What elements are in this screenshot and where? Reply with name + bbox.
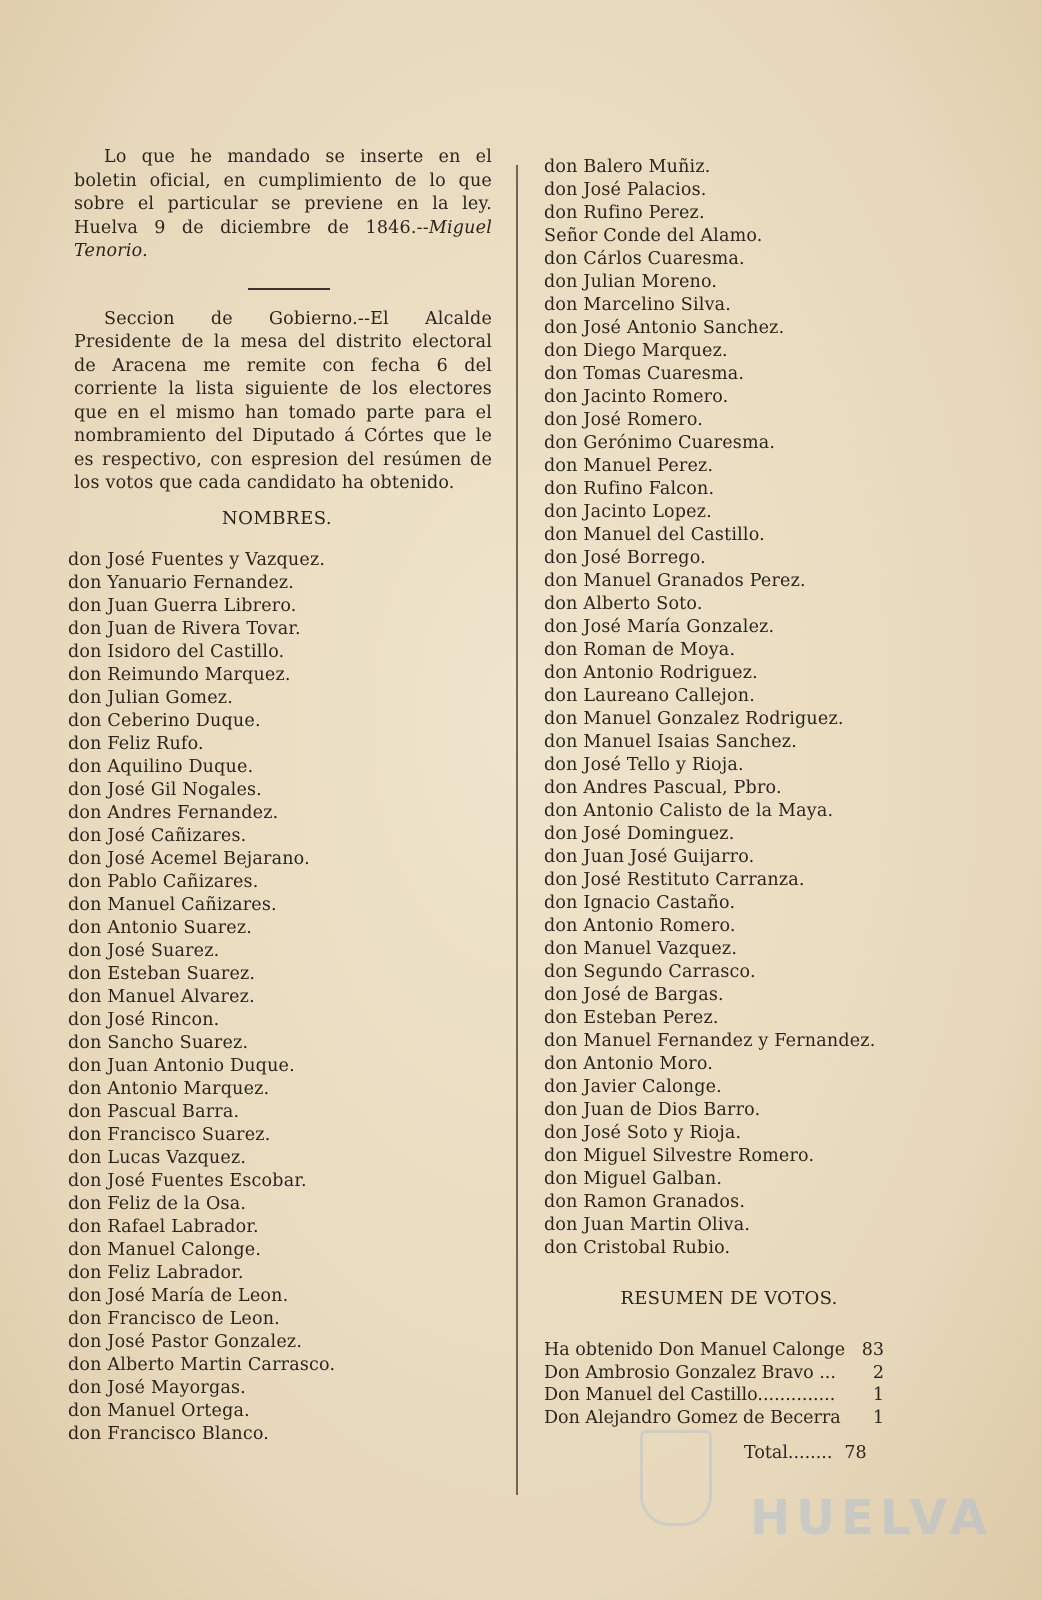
elector-name: don Jacinto Lopez. <box>544 502 712 522</box>
elector-name: don Antonio Moro. <box>544 1054 714 1074</box>
elector-name: don Jacinto Romero. <box>544 387 729 407</box>
elector-name: don José María de Leon. <box>68 1285 289 1306</box>
elector-name: don Manuel Vazquez. <box>544 939 738 959</box>
elector-name: don Feliz de la Osa. <box>68 1193 247 1214</box>
elector-name: Señor Conde del Alamo. <box>544 226 763 246</box>
elector-name: don Laureano Callejon. <box>544 686 755 706</box>
elector-name: don Julian Moreno. <box>544 272 718 292</box>
intro-paragraph: Lo que he mandado se inserte en el boletin oficial, en cumplimiento de lo que sobre el particular se previene en la ley. Huelva 9 de diciembre de 1846.--Miguel Tenorio. <box>74 147 492 261</box>
elector-name: don José Antonio Sanchez. <box>544 318 785 338</box>
elector-name: don Ramon Granados. <box>544 1192 746 1212</box>
elector-name: don Juan de Dios Barro. <box>544 1100 761 1120</box>
elector-name: don Manuel Gonzalez Rodriguez. <box>544 709 844 729</box>
elector-name: don Pablo Cañizares. <box>68 871 259 892</box>
elector-name: don Feliz Labrador. <box>68 1262 244 1283</box>
elector-name: don Pascual Barra. <box>68 1101 240 1122</box>
vote-count: 2 <box>872 1362 884 1383</box>
elector-name: don Francisco Blanco. <box>68 1423 270 1444</box>
candidate-name: Ha obtenido Don Manuel Calonge <box>544 1340 846 1360</box>
vote-row <box>544 1384 884 1407</box>
elector-name: don Ignacio Castaño. <box>544 893 736 913</box>
elector-name: don Juan Martin Oliva. <box>544 1215 751 1235</box>
elector-name: don Manuel Alvarez. <box>68 986 255 1007</box>
elector-name: don José Mayorgas. <box>68 1377 246 1398</box>
elector-name: don Andres Fernandez. <box>68 802 279 823</box>
elector-name: don Manuel Perez. <box>544 456 714 476</box>
elector-name: don Diego Marquez. <box>544 341 728 361</box>
names-list-left <box>62 549 492 1446</box>
elector-name: don Alberto Martin Carrasco. <box>68 1354 336 1375</box>
elector-name: don Francisco de Leon. <box>68 1308 280 1329</box>
elector-name: don José Acemel Bejarano. <box>68 848 310 869</box>
elector-name: don Manuel del Castillo. <box>544 525 765 545</box>
total-row <box>744 1443 914 1463</box>
elector-name: don Esteban Perez. <box>544 1008 719 1028</box>
candidate-name: Don Ambrosio Gonzalez Bravo ... <box>544 1362 836 1383</box>
elector-name: don Manuel Calonge. <box>68 1239 262 1260</box>
elector-name: don Cárlos Cuaresma. <box>544 249 745 269</box>
elector-name: don José Palacios. <box>544 180 707 200</box>
elector-name: don Juan José Guijarro. <box>544 847 755 867</box>
elector-name: don José de Bargas. <box>544 985 724 1005</box>
elector-name: don Francisco Suarez. <box>68 1124 271 1145</box>
elector-name: don Segundo Carrasco. <box>544 962 756 982</box>
left-column <box>62 146 492 1446</box>
elector-name: don José Suarez. <box>68 940 220 961</box>
elector-name: don José Fuentes Escobar. <box>68 1170 307 1191</box>
elector-name: don Andres Pascual, Pbro. <box>544 778 782 798</box>
elector-name: don Roman de Moya. <box>544 640 736 660</box>
elector-name: don Yanuario Fernandez. <box>68 572 295 593</box>
vote-count: 1 <box>872 1385 884 1405</box>
elector-name: don José Tello y Rioja. <box>544 755 744 775</box>
elector-name: don Antonio Suarez. <box>68 917 253 938</box>
elector-name: don José Fuentes y Vazquez. <box>68 549 326 570</box>
vote-row <box>544 1339 884 1362</box>
elector-name: don José Gil Nogales. <box>68 779 262 800</box>
votes-summary <box>544 1339 914 1429</box>
resumen-heading: RESUMEN DE VOTOS. <box>620 1288 838 1309</box>
elector-name: don Cristobal Rubio. <box>544 1238 731 1258</box>
elector-name: don Antonio Calisto de la Maya. <box>544 801 834 821</box>
elector-name: don José Romero. <box>544 410 704 430</box>
right-column <box>544 156 914 1463</box>
vote-row <box>544 1362 884 1385</box>
elector-name: don José Cañizares. <box>68 825 247 846</box>
names-list-right <box>544 156 914 1260</box>
elector-name: don José Borrego. <box>544 548 706 568</box>
elector-name: don José Rincon. <box>68 1009 220 1030</box>
elector-name: don Manuel Ortega. <box>68 1400 250 1421</box>
total-value: 78 <box>844 1443 867 1463</box>
candidate-name: Don Manuel del Castillo.............. <box>544 1385 836 1405</box>
elector-name: don Aquilino Duque. <box>68 756 254 777</box>
watermark-shield-icon <box>640 1430 712 1526</box>
vote-count: 83 <box>861 1340 884 1360</box>
elector-name: don Javier Calonge. <box>544 1077 722 1097</box>
section-paragraph: Seccion de Gobierno.--El Alcalde Presidente de la mesa del distrito electoral de Aracena me remite con fecha 6 del corriente la lista siguiente de los electores que en el mismo han tomado parte para el nombramiento del Diputado á Córtes que le es respectivo, con espresion del resúmen de los votos que cada candidato ha obtenido. <box>74 308 492 493</box>
elector-name: don Balero Muñiz. <box>544 157 711 177</box>
watermark: HUELVA <box>750 1490 993 1546</box>
elector-name: don Gerónimo Cuaresma. <box>544 433 776 453</box>
elector-name: don José Pastor Gonzalez. <box>68 1331 303 1352</box>
elector-name: don Alberto Soto. <box>544 594 703 614</box>
elector-name: don José Dominguez. <box>544 824 735 844</box>
elector-name: don Rufino Perez. <box>544 203 705 223</box>
candidate-name: Don Alejandro Gomez de Becerra <box>544 1407 841 1428</box>
section-divider <box>248 288 330 290</box>
names-heading: NOMBRES. <box>221 507 333 529</box>
elector-name: don Marcelino Silva. <box>544 295 732 315</box>
elector-name: don Feliz Rufo. <box>68 733 204 754</box>
elector-name: don Rafael Labrador. <box>68 1216 259 1237</box>
elector-name: don Julian Gomez. <box>68 687 233 708</box>
elector-name: don Miguel Galban. <box>544 1169 723 1189</box>
elector-name: don Manuel Fernandez y Fernandez. <box>544 1031 876 1051</box>
elector-name: don Lucas Vazquez. <box>68 1147 247 1168</box>
elector-name: don Juan Antonio Duque. <box>68 1055 295 1076</box>
elector-name: don Juan Guerra Librero. <box>68 595 297 616</box>
elector-name: don Reimundo Marquez. <box>68 664 291 685</box>
column-divider <box>516 165 518 1495</box>
elector-name: don Esteban Suarez. <box>68 963 256 984</box>
elector-name: don Rufino Falcon. <box>544 479 715 499</box>
intro-signature: Miguel Tenorio. <box>74 217 492 261</box>
total-label: Total........ <box>744 1443 833 1463</box>
elector-name: don Manuel Granados Perez. <box>544 571 806 591</box>
elector-name: don José Restituto Carranza. <box>544 870 805 890</box>
vote-row <box>544 1407 884 1430</box>
elector-name: don Antonio Marquez. <box>68 1078 270 1099</box>
vote-count: 1 <box>872 1407 884 1428</box>
elector-name: don Manuel Cañizares. <box>68 894 277 915</box>
elector-name: don Juan de Rivera Tovar. <box>68 618 301 639</box>
elector-name: don Sancho Suarez. <box>68 1032 249 1053</box>
elector-name: don José Soto y Rioja. <box>544 1123 742 1143</box>
elector-name: don Miguel Silvestre Romero. <box>544 1146 815 1166</box>
elector-name: don Isidoro del Castillo. <box>68 641 285 662</box>
elector-name: don Ceberino Duque. <box>68 710 261 731</box>
elector-name: don José María Gonzalez. <box>544 617 775 637</box>
elector-name: don Tomas Cuaresma. <box>544 364 745 384</box>
elector-name: don Antonio Romero. <box>544 916 736 936</box>
elector-name: don Manuel Isaias Sanchez. <box>544 732 797 752</box>
elector-name: don Antonio Rodriguez. <box>544 663 758 683</box>
